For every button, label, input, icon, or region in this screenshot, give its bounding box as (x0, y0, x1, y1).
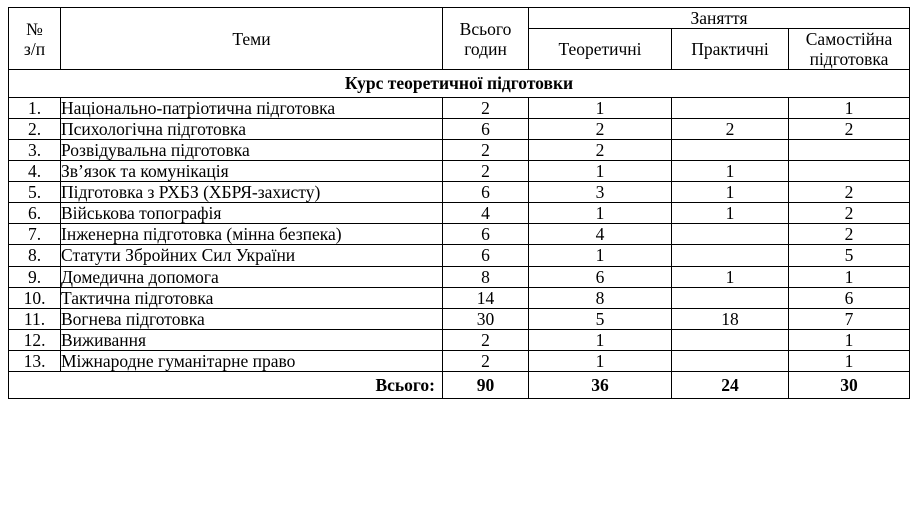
row-self-study-hours: 5 (789, 245, 910, 266)
row-topic: Психологічна підготовка (61, 118, 443, 139)
column-header-total-hours-line1: Всього (459, 18, 512, 39)
column-header-self-study-line1: Самостійна (805, 29, 893, 50)
row-topic: Вогнева підготовка (61, 308, 443, 329)
row-self-study-hours: 2 (789, 182, 910, 203)
row-self-study-hours: 1 (789, 329, 910, 350)
row-theory-hours: 3 (529, 182, 672, 203)
row-topic: Підготовка з РХБЗ (ХБРЯ-захисту) (61, 182, 443, 203)
row-self-study-hours (789, 160, 910, 181)
table-header-row-1 (9, 8, 910, 29)
row-theory-hours: 1 (529, 245, 672, 266)
row-practice-hours: 1 (672, 203, 789, 224)
row-topic: Міжнародне гуманітарне право (61, 351, 443, 372)
row-topic: Тактична підготовка (61, 287, 443, 308)
row-total-hours: 2 (443, 329, 529, 350)
row-self-study-hours: 1 (789, 266, 910, 287)
row-practice-hours: 2 (672, 118, 789, 139)
row-self-study-hours: 6 (789, 287, 910, 308)
row-total-hours: 6 (443, 182, 529, 203)
row-number: 1. (9, 97, 61, 118)
row-total-hours: 2 (443, 139, 529, 160)
row-total-hours: 2 (443, 351, 529, 372)
row-practice-hours (672, 287, 789, 308)
row-total-hours: 6 (443, 118, 529, 139)
row-practice-hours: 1 (672, 266, 789, 287)
table-row (9, 139, 910, 160)
row-total-hours: 2 (443, 160, 529, 181)
table-row (9, 287, 910, 308)
column-header-theory: Теоретичні (529, 29, 672, 70)
row-topic: Національно-патріотична підготовка (61, 97, 443, 118)
column-header-number-line1: № (26, 18, 43, 39)
row-practice-hours (672, 224, 789, 245)
column-header-self-study (789, 29, 910, 70)
row-practice-hours: 1 (672, 182, 789, 203)
row-theory-hours: 8 (529, 287, 672, 308)
column-header-number (9, 8, 61, 70)
row-topic: Зв’язок та комунікація (61, 160, 443, 181)
section-title: Курс теоретичної підготовки (9, 70, 910, 97)
row-theory-hours: 2 (529, 139, 672, 160)
column-header-self-study-line2: підготовка (809, 49, 889, 70)
totals-label: Всього: (9, 372, 443, 399)
column-header-total-hours (443, 8, 529, 70)
row-practice-hours (672, 351, 789, 372)
row-theory-hours: 1 (529, 203, 672, 224)
row-practice-hours (672, 139, 789, 160)
table-row (9, 224, 910, 245)
row-total-hours: 6 (443, 224, 529, 245)
row-topic: Військова топографія (61, 203, 443, 224)
row-number: 3. (9, 139, 61, 160)
table-row (9, 351, 910, 372)
row-number: 11. (9, 308, 61, 329)
table-row (9, 118, 910, 139)
row-practice-hours (672, 97, 789, 118)
row-total-hours: 8 (443, 266, 529, 287)
row-practice-hours (672, 329, 789, 350)
totals-theory-hours: 36 (529, 372, 672, 399)
row-theory-hours: 1 (529, 329, 672, 350)
row-self-study-hours: 2 (789, 203, 910, 224)
row-number: 6. (9, 203, 61, 224)
totals-practice-hours: 24 (672, 372, 789, 399)
row-self-study-hours: 1 (789, 97, 910, 118)
table-row (9, 182, 910, 203)
row-theory-hours: 1 (529, 351, 672, 372)
row-practice-hours (672, 245, 789, 266)
row-topic: Домедична допомога (61, 266, 443, 287)
column-header-practice: Практичні (672, 29, 789, 70)
table-row (9, 203, 910, 224)
table-row (9, 160, 910, 181)
totals-total-hours: 90 (443, 372, 529, 399)
row-number: 8. (9, 245, 61, 266)
row-number: 4. (9, 160, 61, 181)
row-self-study-hours (789, 139, 910, 160)
row-self-study-hours: 1 (789, 351, 910, 372)
row-topic: Розвідувальна підготовка (61, 139, 443, 160)
row-theory-hours: 4 (529, 224, 672, 245)
row-number: 7. (9, 224, 61, 245)
totals-row (9, 372, 910, 399)
row-theory-hours: 5 (529, 308, 672, 329)
table-row (9, 97, 910, 118)
table-row (9, 308, 910, 329)
row-self-study-hours: 7 (789, 308, 910, 329)
row-total-hours: 30 (443, 308, 529, 329)
row-topic: Статути Збройних Сил України (61, 245, 443, 266)
row-self-study-hours: 2 (789, 118, 910, 139)
row-number: 9. (9, 266, 61, 287)
column-header-number-line2: з/п (23, 38, 46, 59)
row-self-study-hours: 2 (789, 224, 910, 245)
totals-self-study-hours: 30 (789, 372, 910, 399)
curriculum-table (8, 7, 910, 399)
row-number: 13. (9, 351, 61, 372)
row-number: 2. (9, 118, 61, 139)
section-title-row (9, 70, 910, 97)
table-row (9, 266, 910, 287)
row-theory-hours: 1 (529, 160, 672, 181)
row-number: 12. (9, 329, 61, 350)
row-theory-hours: 6 (529, 266, 672, 287)
table-row (9, 245, 910, 266)
table-header (9, 8, 910, 70)
row-total-hours: 6 (443, 245, 529, 266)
row-practice-hours: 18 (672, 308, 789, 329)
row-topic: Виживання (61, 329, 443, 350)
table-body (9, 70, 910, 399)
row-practice-hours: 1 (672, 160, 789, 181)
row-theory-hours: 2 (529, 118, 672, 139)
table-row (9, 329, 910, 350)
column-header-total-hours-line2: годин (464, 38, 507, 59)
row-total-hours: 4 (443, 203, 529, 224)
row-theory-hours: 1 (529, 97, 672, 118)
column-header-topic: Теми (61, 8, 443, 70)
column-header-lessons-group: Заняття (529, 8, 910, 29)
row-total-hours: 14 (443, 287, 529, 308)
row-total-hours: 2 (443, 97, 529, 118)
row-number: 5. (9, 182, 61, 203)
row-topic: Інженерна підготовка (мінна безпека) (61, 224, 443, 245)
row-number: 10. (9, 287, 61, 308)
